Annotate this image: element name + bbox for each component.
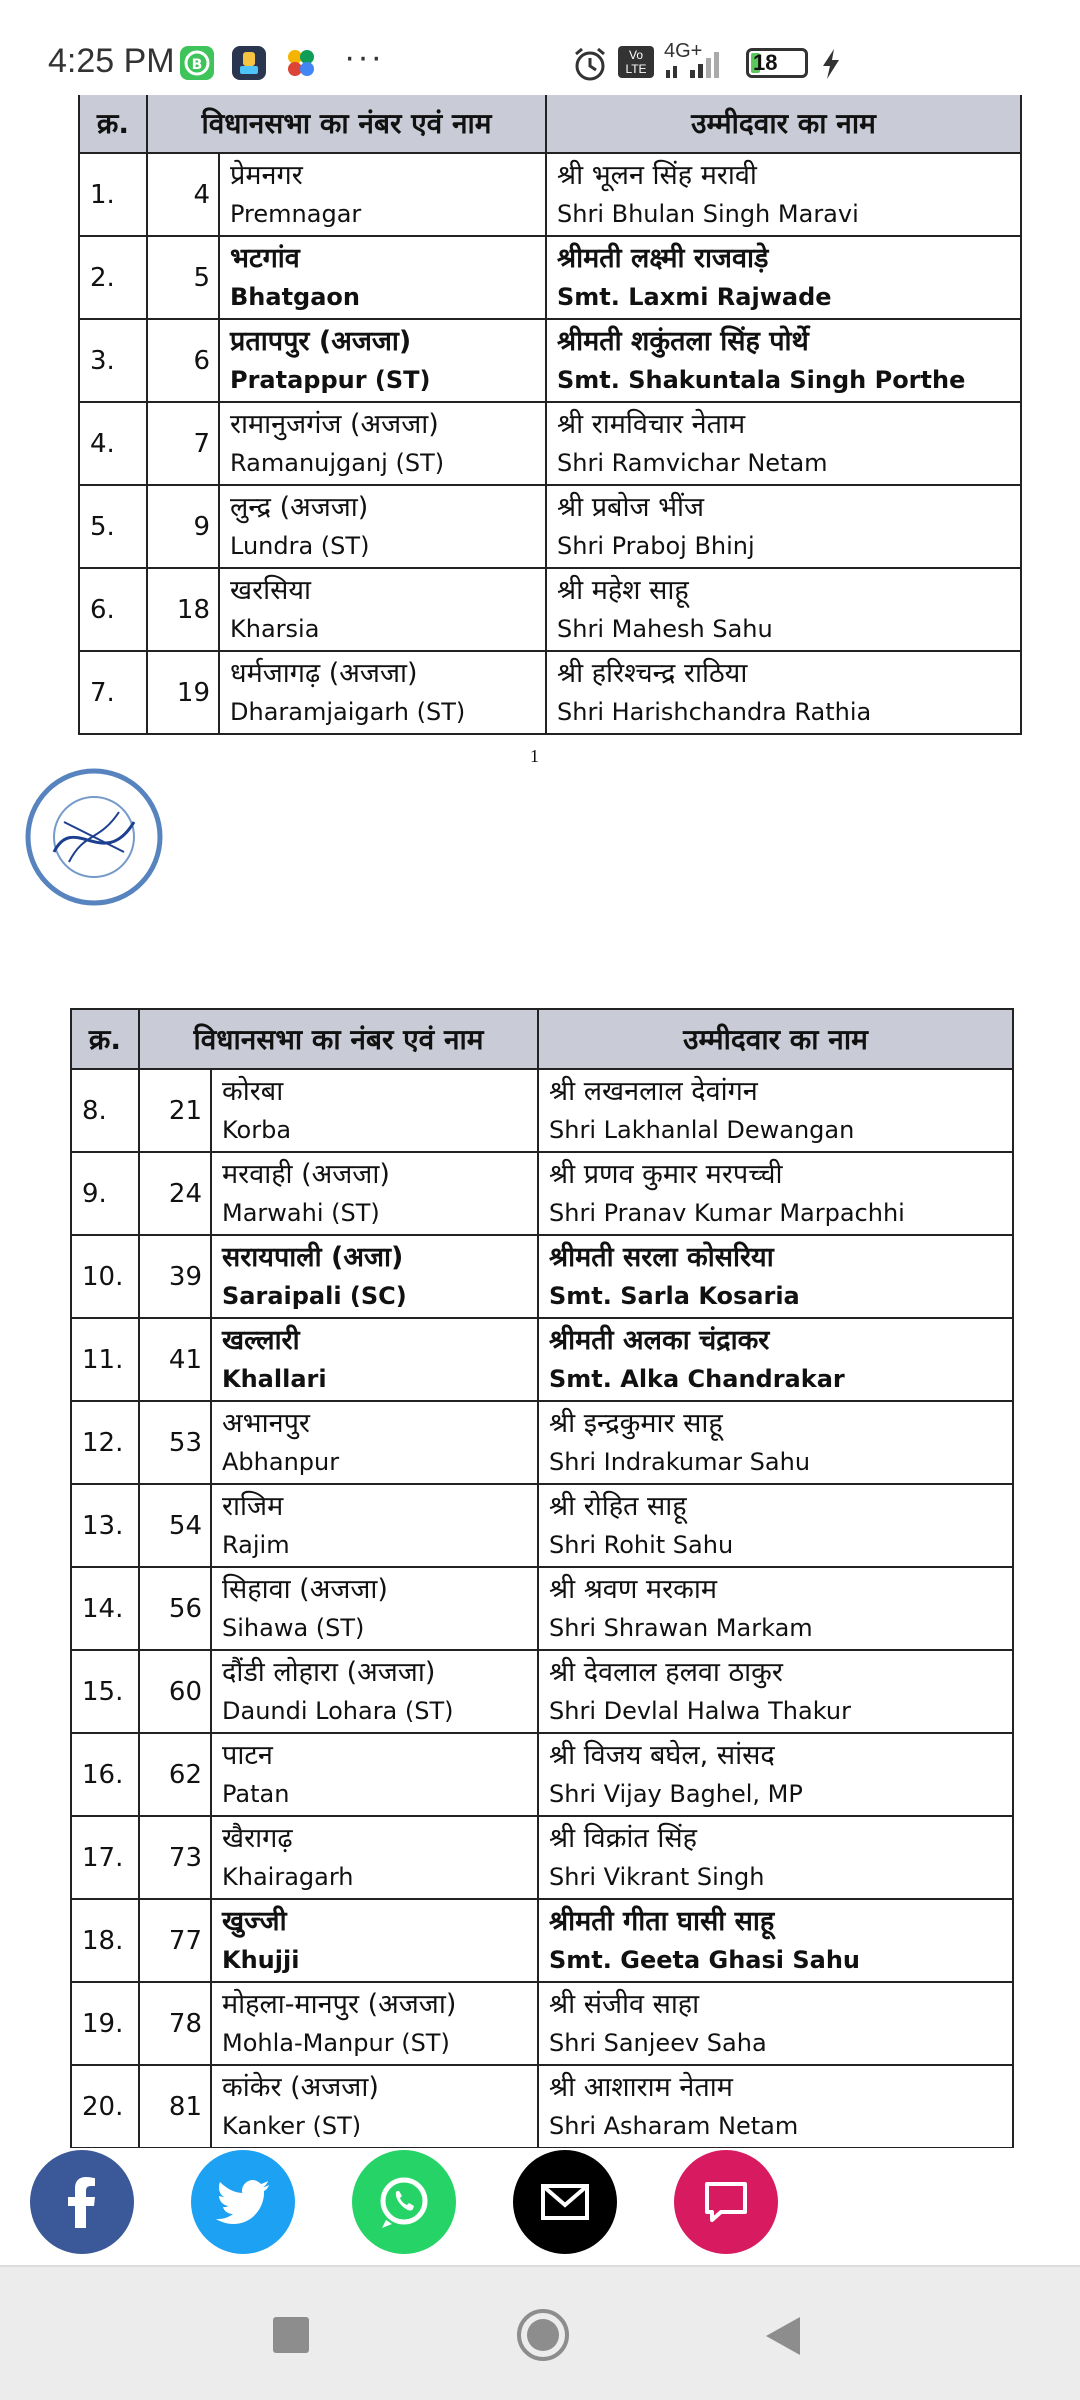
- candidate-name-hindi: श्री रामविचार नेताम: [557, 408, 746, 440]
- constituency-name-hindi: खैरागढ़: [222, 1822, 293, 1854]
- constituency-number-cell: 21: [139, 1069, 211, 1152]
- whatsapp-share-button[interactable]: [352, 2150, 456, 2254]
- signal-icon: [664, 50, 734, 84]
- constituency-name-cell: [211, 1484, 538, 1567]
- volte-icon: [618, 46, 654, 78]
- header-constituency: विधानसभा का नंबर एवं नाम: [139, 1009, 538, 1069]
- constituency-name-hindi: धर्मजागढ़ (अजजा): [230, 657, 418, 689]
- serial-number-cell: 10.: [71, 1235, 139, 1318]
- constituency-number-cell: 18: [147, 568, 219, 651]
- constituency-name-english: Korba: [222, 1115, 292, 1144]
- constituency-number-cell: 54: [139, 1484, 211, 1567]
- serial-number-cell: 5.: [79, 485, 147, 568]
- candidate-name-hindi: श्रीमती लक्ष्मी राजवाड़े: [557, 242, 769, 274]
- constituency-name-hindi: खुज्जी: [222, 1905, 287, 1937]
- constituency-number-cell: 77: [139, 1899, 211, 1982]
- candidate-name-hindi: श्री महेश साहू: [557, 574, 689, 606]
- candidate-name-hindi: श्री प्रणव कुमार मरपच्ची: [549, 1158, 783, 1190]
- constituency-number-cell: 6: [147, 319, 219, 402]
- candidate-name-cell: [538, 1567, 1013, 1650]
- constituency-name-cell: [211, 1733, 538, 1816]
- home-circle-icon[interactable]: [515, 2307, 571, 2367]
- candidate-name-english: Smt. Laxmi Rajwade: [557, 282, 832, 311]
- candidate-name-english: Shri Praboj Bhinj: [557, 531, 755, 560]
- serial-number-cell: 7.: [79, 651, 147, 734]
- status-bar: [0, 0, 1080, 95]
- serial-number-cell: 6.: [79, 568, 147, 651]
- comment-share-button[interactable]: [674, 2150, 778, 2254]
- constituency-name-hindi: अभानपुर: [222, 1407, 310, 1439]
- table-row: [71, 1733, 1013, 1816]
- constituency-name-english: Khallari: [222, 1364, 327, 1393]
- candidate-name-hindi: श्री विजय बघेल, सांसद: [549, 1739, 775, 1771]
- constituency-name-hindi: प्रेमनगर: [230, 159, 303, 191]
- candidate-name-english: Shri Devlal Halwa Thakur: [549, 1696, 851, 1725]
- candidate-name-english: Smt. Shakuntala Singh Porthe: [557, 365, 966, 394]
- twitter-share-button[interactable]: [191, 2150, 295, 2254]
- constituency-name-english: Abhanpur: [222, 1447, 340, 1476]
- battery-level: 18: [753, 50, 778, 75]
- constituency-number-cell: 56: [139, 1567, 211, 1650]
- facebook-icon: [62, 2176, 102, 2228]
- candidate-name-cell: [538, 1650, 1013, 1733]
- candidate-name-hindi: श्री भूलन सिंह मरावी: [557, 159, 757, 191]
- constituency-name-cell: [211, 1401, 538, 1484]
- constituency-number-cell: 81: [139, 2065, 211, 2148]
- table-row: [71, 1816, 1013, 1899]
- candidate-name-cell: [538, 1401, 1013, 1484]
- serial-number-cell: 20.: [71, 2065, 139, 2148]
- candidate-name-hindi: श्री आशाराम नेताम: [549, 2071, 733, 2103]
- table-header-row: [71, 1009, 1013, 1069]
- table-row: [71, 1484, 1013, 1567]
- serial-number-cell: 14.: [71, 1567, 139, 1650]
- serial-number-cell: 1.: [79, 153, 147, 236]
- share-bar: [0, 2150, 1080, 2265]
- constituency-number-cell: 24: [139, 1152, 211, 1235]
- constituency-number-cell: 9: [147, 485, 219, 568]
- candidate-name-hindi: श्री हरिश्चन्द्र राठिया: [557, 657, 748, 689]
- battery-icon: [746, 48, 808, 78]
- serial-number-cell: 8.: [71, 1069, 139, 1152]
- serial-number-cell: 12.: [71, 1401, 139, 1484]
- candidate-name-hindi: श्री प्रबोज भींज: [557, 491, 705, 523]
- constituency-name-english: Khujji: [222, 1945, 300, 1974]
- constituency-name-english: Bhatgaon: [230, 282, 360, 311]
- charging-icon: [820, 48, 842, 84]
- candidate-name-hindi: श्री लखनलाल देवांगन: [549, 1075, 758, 1107]
- constituency-name-cell: [211, 1235, 538, 1318]
- table-row: [71, 1982, 1013, 2065]
- constituency-name-english: Lundra (ST): [230, 531, 370, 560]
- candidate-name-english: Shri Harishchandra Rathia: [557, 697, 872, 726]
- status-time: 4:25 PM: [48, 42, 175, 80]
- serial-number-cell: 18.: [71, 1899, 139, 1982]
- candidate-name-cell: [538, 1318, 1013, 1401]
- constituency-number-cell: 78: [139, 1982, 211, 2065]
- constituency-name-english: Pratappur (ST): [230, 365, 431, 394]
- candidate-name-english: Shri Indrakumar Sahu: [549, 1447, 811, 1476]
- constituency-name-cell: [211, 1899, 538, 1982]
- constituency-name-cell: [211, 1318, 538, 1401]
- candidate-name-english: Shri Shrawan Markam: [549, 1613, 813, 1642]
- constituency-name-cell: [211, 1982, 538, 2065]
- constituency-name-cell: [211, 1816, 538, 1899]
- constituency-name-cell: [211, 1650, 538, 1733]
- constituency-name-english: Khairagarh: [222, 1862, 354, 1891]
- recents-square-icon[interactable]: [273, 2317, 309, 2353]
- constituency-name-cell: [211, 2065, 538, 2148]
- constituency-number-cell: 5: [147, 236, 219, 319]
- candidate-table-page-2: [70, 1008, 1014, 2148]
- network-type: 4G+: [664, 40, 703, 62]
- clean-app-icon: [232, 46, 266, 80]
- mail-icon: [540, 2183, 590, 2221]
- candidate-name-hindi: श्री देवलाल हलवा ठाकुर: [549, 1656, 783, 1688]
- back-triangle-icon[interactable]: [762, 2315, 802, 2361]
- constituency-number-cell: 39: [139, 1235, 211, 1318]
- constituency-name-english: Marwahi (ST): [222, 1198, 380, 1227]
- candidate-name-hindi: श्री इन्द्रकुमार साहू: [549, 1407, 723, 1439]
- constituency-name-hindi: लुन्द्र (अजजा): [230, 491, 369, 523]
- candidate-name-cell: [538, 1816, 1013, 1899]
- candidate-name-english: Shri Ramvichar Netam: [557, 448, 828, 477]
- candidate-name-cell: [538, 1152, 1013, 1235]
- constituency-name-hindi: रामानुजगंज (अजजा): [230, 408, 439, 440]
- constituency-name-english: Dharamjaigarh (ST): [230, 697, 466, 726]
- candidate-name-english: Shri Vijay Baghel, MP: [549, 1779, 803, 1808]
- twitter-icon: [216, 2180, 270, 2224]
- candidate-name-english: Smt. Alka Chandrakar: [549, 1364, 845, 1393]
- serial-number-cell: 3.: [79, 319, 147, 402]
- candidate-name-hindi: श्रीमती शकुंतला सिंह पोर्थे: [557, 325, 809, 357]
- candidate-name-hindi: श्रीमती अलका चंद्राकर: [549, 1324, 770, 1356]
- candidate-name-cell: [538, 1069, 1013, 1152]
- constituency-number-cell: 19: [147, 651, 219, 734]
- serial-number-cell: 11.: [71, 1318, 139, 1401]
- b-app-icon: [180, 46, 214, 80]
- header-candidate: उम्मीदवार का नाम: [546, 93, 1021, 153]
- whatsapp-icon: [376, 2174, 432, 2230]
- constituency-number-cell: 41: [139, 1318, 211, 1401]
- more-notifications-icon: ···: [344, 38, 384, 76]
- header-candidate: उम्मीदवार का नाम: [538, 1009, 1013, 1069]
- constituency-name-cell: [211, 1567, 538, 1650]
- constituency-name-cell: [211, 1069, 538, 1152]
- candidate-name-english: Shri Lakhanlal Dewangan: [549, 1115, 855, 1144]
- candidate-name-english: Shri Bhulan Singh Maravi: [557, 199, 859, 228]
- navigation-bar: [0, 2265, 1080, 2400]
- candidate-name-hindi: श्री श्रवण मरकाम: [549, 1573, 717, 1605]
- email-share-button[interactable]: [513, 2150, 617, 2254]
- serial-number-cell: 13.: [71, 1484, 139, 1567]
- constituency-name-hindi: कोरबा: [222, 1075, 284, 1107]
- candidate-name-english: Shri Mahesh Sahu: [557, 614, 773, 643]
- comment-icon: [703, 2180, 749, 2224]
- serial-number-cell: 16.: [71, 1733, 139, 1816]
- candidate-name-cell: [538, 1733, 1013, 1816]
- candidate-name-cell: [538, 1235, 1013, 1318]
- table-row: [71, 1567, 1013, 1650]
- constituency-name-english: Patan: [222, 1779, 290, 1808]
- candidate-name-cell: [538, 2065, 1013, 2148]
- constituency-name-english: Rajim: [222, 1530, 290, 1559]
- candidate-name-english: Shri Rohit Sahu: [549, 1530, 734, 1559]
- table-row: [71, 1401, 1013, 1484]
- candidate-name-english: Smt. Sarla Kosaria: [549, 1281, 800, 1310]
- table-row: [71, 1069, 1013, 1152]
- constituency-number-cell: 4: [147, 153, 219, 236]
- constituency-name-hindi: कांकेर (अजजा): [222, 2071, 379, 2103]
- constituency-name-hindi: खल्लारी: [222, 1324, 300, 1356]
- pinwheel-app-icon: [284, 46, 318, 80]
- constituency-name-cell: [211, 1152, 538, 1235]
- candidate-name-cell: [538, 1982, 1013, 2065]
- constituency-number-cell: 62: [139, 1733, 211, 1816]
- serial-number-cell: 17.: [71, 1816, 139, 1899]
- constituency-name-hindi: मरवाही (अजजा): [222, 1158, 390, 1190]
- candidate-name-hindi: श्रीमती सरला कोसरिया: [549, 1241, 774, 1273]
- constituency-name-english: Kanker (ST): [222, 2111, 362, 2140]
- constituency-number-cell: 53: [139, 1401, 211, 1484]
- constituency-number-cell: 73: [139, 1816, 211, 1899]
- constituency-name-english: Ramanujganj (ST): [230, 448, 445, 477]
- constituency-name-english: Daundi Lohara (ST): [222, 1696, 454, 1725]
- candidate-name-english: Shri Vikrant Singh: [549, 1862, 765, 1891]
- table-row: [71, 2065, 1013, 2148]
- candidate-name-hindi: श्रीमती गीता घासी साहू: [549, 1905, 775, 1937]
- constituency-number-cell: 7: [147, 402, 219, 485]
- table-row: [71, 1650, 1013, 1733]
- candidate-name-cell: [538, 1484, 1013, 1567]
- page-number: 1: [530, 746, 539, 766]
- svg-text:B: B: [191, 57, 203, 73]
- constituency-name-english: Sihawa (ST): [222, 1613, 365, 1642]
- serial-number-cell: 2.: [79, 236, 147, 319]
- serial-number-cell: 9.: [71, 1152, 139, 1235]
- serial-number-cell: 15.: [71, 1650, 139, 1733]
- candidate-name-hindi: श्री विक्रांत सिंह: [549, 1822, 697, 1854]
- constituency-name-hindi: सरायपाली (अजा): [222, 1241, 404, 1273]
- facebook-share-button[interactable]: [30, 2150, 134, 2254]
- constituency-number-cell: 60: [139, 1650, 211, 1733]
- candidate-name-hindi: श्री रोहित साहू: [549, 1490, 687, 1522]
- table-row: [71, 1899, 1013, 1982]
- header-serial: क्र.: [71, 1009, 139, 1069]
- serial-number-cell: 19.: [71, 1982, 139, 2065]
- constituency-name-hindi: पाटन: [222, 1739, 273, 1771]
- header-serial: क्र.: [79, 93, 147, 153]
- constituency-name-hindi: भटगांव: [230, 242, 300, 274]
- candidate-name-cell: [538, 1899, 1013, 1982]
- constituency-name-hindi: दौंडी लोहारा (अजजा): [222, 1656, 436, 1688]
- volte-label: Vo LTE: [625, 48, 647, 76]
- candidate-name-hindi: श्री संजीव साहा: [549, 1988, 700, 2020]
- table-row: [71, 1235, 1013, 1318]
- constituency-name-english: Saraipali (SC): [222, 1281, 407, 1310]
- alarm-icon: [570, 44, 610, 88]
- constituency-name-hindi: राजिम: [222, 1490, 284, 1522]
- candidate-name-english: Shri Sanjeev Saha: [549, 2028, 767, 2057]
- constituency-name-english: Premnagar: [230, 199, 362, 228]
- constituency-name-english: Mohla-Manpur (ST): [222, 2028, 450, 2057]
- serial-number-cell: 4.: [79, 402, 147, 485]
- constituency-name-hindi: मोहला-मानपुर (अजजा): [222, 1988, 457, 2020]
- header-constituency: विधानसभा का नंबर एवं नाम: [147, 93, 546, 153]
- constituency-name-hindi: खरसिया: [230, 574, 312, 606]
- table-row: [71, 1152, 1013, 1235]
- constituency-name-hindi: सिहावा (अजजा): [222, 1573, 388, 1605]
- candidate-name-english: Shri Pranav Kumar Marpachhi: [549, 1198, 905, 1227]
- constituency-name-english: Kharsia: [230, 614, 320, 643]
- candidate-name-english: Shri Asharam Netam: [549, 2111, 799, 2140]
- table-row: [71, 1318, 1013, 1401]
- candidate-name-english: Smt. Geeta Ghasi Sahu: [549, 1945, 861, 1974]
- constituency-name-hindi: प्रतापपुर (अजजा): [230, 325, 412, 357]
